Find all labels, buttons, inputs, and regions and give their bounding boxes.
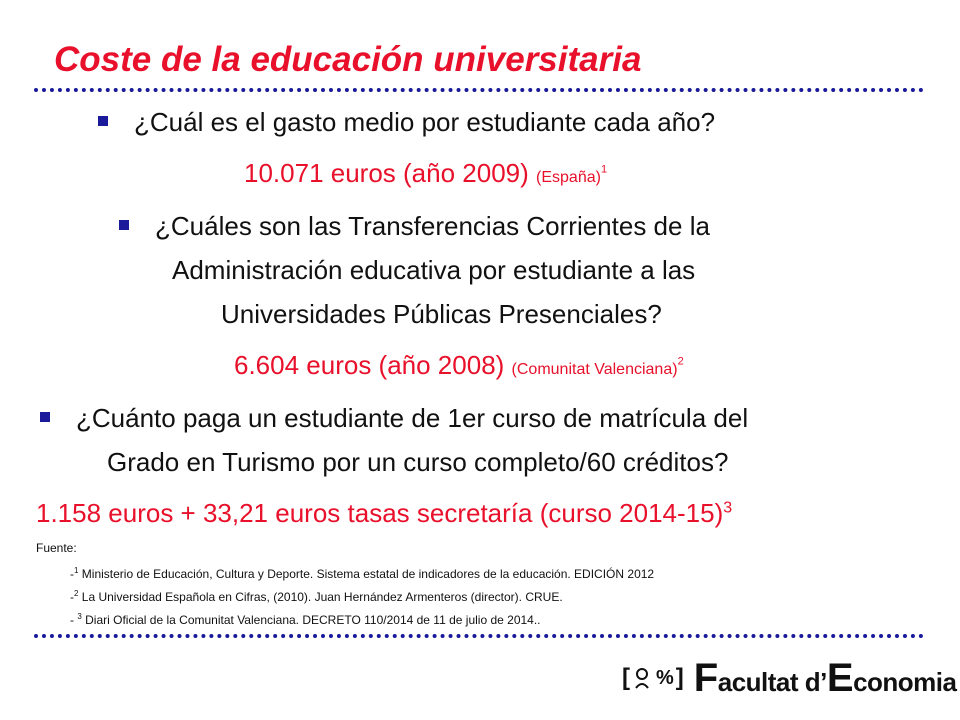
source-1-text: Ministerio de Educación, Cultura y Deporte. Sistema estatal de indicadores de la educación. EDICIÓN 2012	[78, 567, 655, 581]
question-3-line-1: ¿Cuánto paga un estudiante de 1er curso de matrícula del	[76, 403, 749, 433]
answer-2-value: 6.604 euros (año 2008)	[234, 350, 505, 380]
answer-1-value: 10.071 euros (año 2009)	[244, 158, 529, 188]
source-2-ref: 2	[74, 589, 79, 598]
answer-3-ref: 3	[723, 499, 733, 517]
figure-icon	[630, 664, 654, 692]
answer-1-note: (España)	[536, 169, 601, 186]
source-2-prefix: -	[70, 590, 74, 604]
faculty-emblem-icon: [ % ]	[622, 664, 684, 691]
square-bullet-icon	[119, 220, 129, 230]
source-2-text: La Universidad Española en Cifras, (2010). Juan Hernández Armenteros (director). CRUE.	[78, 590, 563, 604]
logo-cap-f: F	[693, 655, 718, 700]
logo-text-2: conomia	[853, 666, 957, 697]
question-2-line-1: ¿Cuáles son las Transferencias Corrientes de la	[155, 211, 710, 241]
question-2	[155, 204, 875, 336]
square-bullet-icon	[98, 116, 108, 126]
slide-title: Coste de la educación universitaria	[54, 40, 642, 79]
logo-cap-e: E	[826, 655, 854, 700]
top-dotted-divider	[34, 88, 924, 92]
question-3-line-2: Grado en Turismo por un curso completo/60 créditos?	[107, 447, 729, 477]
square-bullet-icon	[40, 412, 50, 422]
bottom-dotted-divider	[34, 634, 924, 638]
question-1-text: ¿Cuál es el gasto medio por estudiante cada año?	[134, 107, 716, 137]
source-1-prefix: -	[70, 567, 74, 581]
source-3-ref: 3	[77, 612, 82, 621]
source-item-3	[70, 607, 654, 630]
source-item-2	[70, 584, 654, 607]
answer-2	[234, 350, 684, 381]
question-2-line-2: Administración educativa por estudiante a las	[172, 255, 696, 285]
logo-text-1: acultat d’	[717, 666, 827, 697]
answer-3	[36, 498, 732, 529]
source-3-text: Diari Oficial de la Comunitat Valenciana. DECRETO 110/2014 de 11 de julio de 2014..	[81, 613, 541, 627]
logo-percent: %	[656, 666, 674, 689]
answer-2-note: (Comunitat Valenciana)	[511, 361, 678, 378]
answer-3-value: 1.158 euros + 33,21 euros tasas secretaría (curso 2014-15)	[36, 498, 724, 528]
question-2-line-3: Universidades Públicas Presenciales?	[221, 299, 662, 329]
source-1-ref: 1	[74, 566, 79, 575]
faculty-logo	[622, 655, 957, 700]
question-3	[76, 396, 926, 484]
source-item-1	[70, 561, 654, 584]
answer-1	[244, 158, 607, 189]
question-1	[134, 100, 715, 144]
sources-section	[36, 541, 654, 630]
source-3-prefix: -	[70, 613, 78, 627]
answer-2-ref: 2	[677, 355, 684, 368]
sources-heading: Fuente:	[36, 541, 77, 555]
faculty-name	[694, 656, 957, 701]
answer-1-ref: 1	[600, 163, 608, 176]
